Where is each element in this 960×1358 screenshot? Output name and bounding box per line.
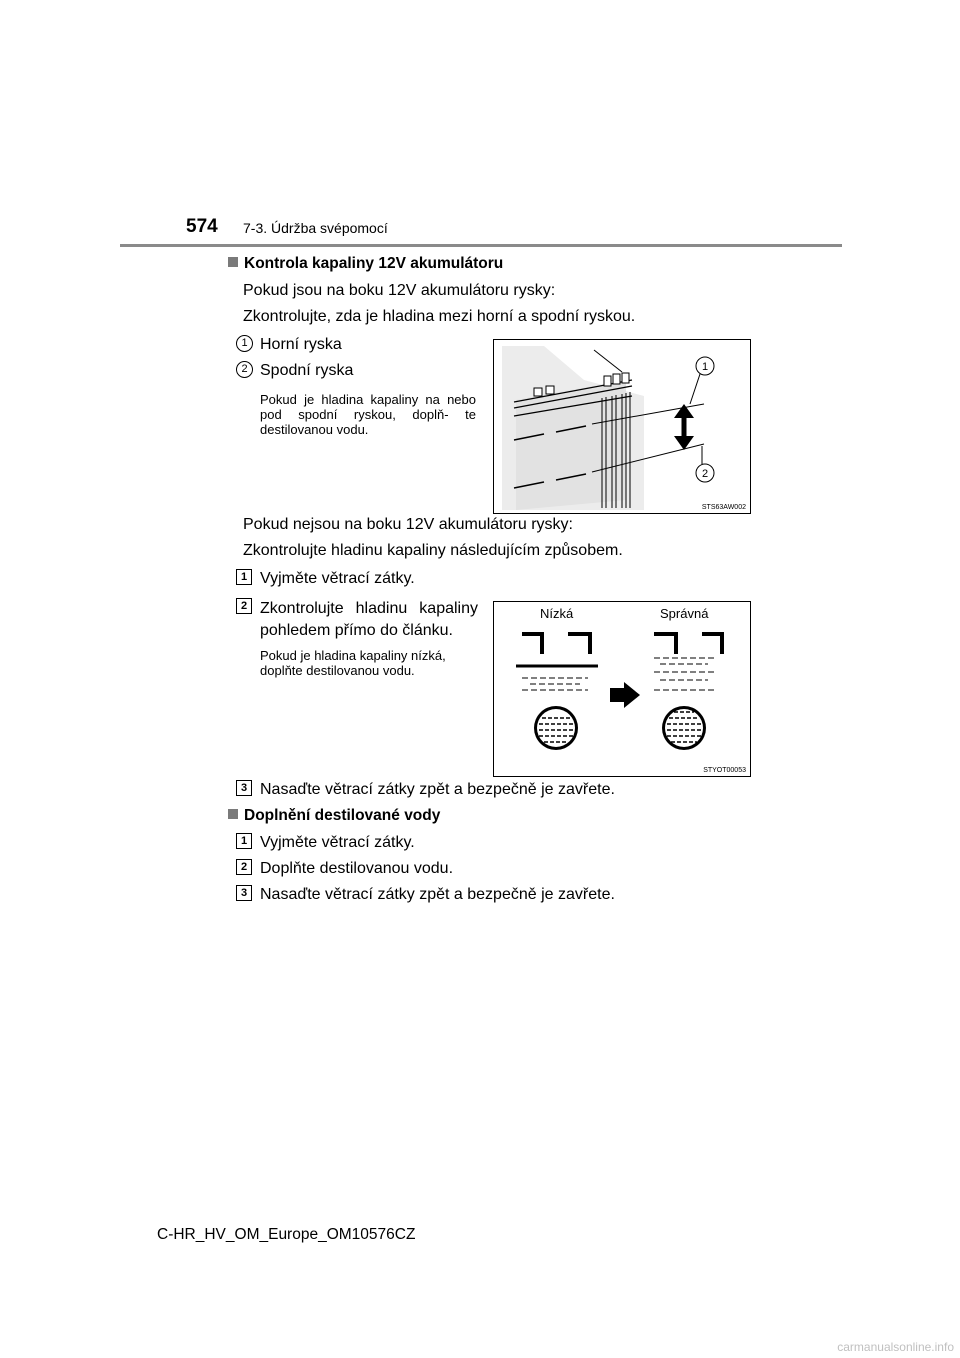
callout-number-2: 2 [236,361,253,378]
watermark: carmanualsonline.info [837,1340,954,1354]
section-title: 7-3. Údržba svépomocí [243,220,388,236]
step-number-3: 3 [236,780,252,796]
paragraph-without-marks: Pokud nejsou na boku 12V akumulátoru rysky: [243,516,573,533]
header-divider [120,244,842,247]
step-remove-caps: Vyjměte větrací zátky. [260,570,415,587]
bullet-square-icon [228,257,238,267]
svg-text:2: 2 [701,468,709,480]
step-inspect-level: Zkontrolujte hladinu kapaliny pohledem přímo do článku. [260,600,478,639]
step-replace-caps: Nasaďte větrací zátky zpět a bezpečně je zavřete. [260,781,615,798]
figure-code: STS63AW002 [701,504,746,511]
figure-code: STYOT00053 [703,767,746,774]
section-heading-fluid-check: Kontrola kapaliny 12V akumulátoru [228,255,503,273]
label-low: Nízká [540,606,574,621]
step-add-water: Doplňte destilovanou vodu. [260,860,454,877]
callout-number-1: 1 [236,335,253,352]
item-upper-mark: Horní ryska [260,336,342,353]
step-number-1: 1 [236,569,252,585]
step-remove-caps: Vyjměte větrací zátky. [260,834,415,851]
paragraph-check-method: Zkontrolujte hladinu kapaliny následujícím způsobem. [243,542,623,559]
cell-level-illustration [494,602,750,776]
cell-level-figure [493,601,751,777]
battery-side-illustration [494,340,750,513]
battery-level-figure [493,339,751,514]
step-number-2: 2 [236,859,252,875]
note-refill: Pokud je hladina kapaliny na nebo pod spodní ryskou, doplň- te destilovanou vodu. [260,392,476,437]
step2-note: Pokud je hladina kapaliny nízká, doplňte destilovanou vodu. [260,648,446,678]
paragraph-with-marks: Pokud jsou na boku 12V akumulátoru rysky: [243,282,556,299]
page-number: 574 [186,216,218,237]
step-replace-caps: Nasaďte větrací zátky zpět a bezpečně je zavřete. [260,886,615,903]
bullet-square-icon [228,809,238,819]
section-heading-add-water: Doplnění destilované vody [228,807,440,825]
document-id: C-HR_HV_OM_Europe_OM10576CZ [157,1226,416,1243]
step-number-1: 1 [236,833,252,849]
step-number-2: 2 [236,598,252,614]
svg-text:1: 1 [701,361,709,373]
label-correct: Správná [660,606,709,621]
paragraph-check-level: Zkontrolujte, zda je hladina mezi horní a spodní ryskou. [243,308,636,325]
item-lower-mark: Spodní ryska [260,362,354,379]
step-number-3: 3 [236,885,252,901]
